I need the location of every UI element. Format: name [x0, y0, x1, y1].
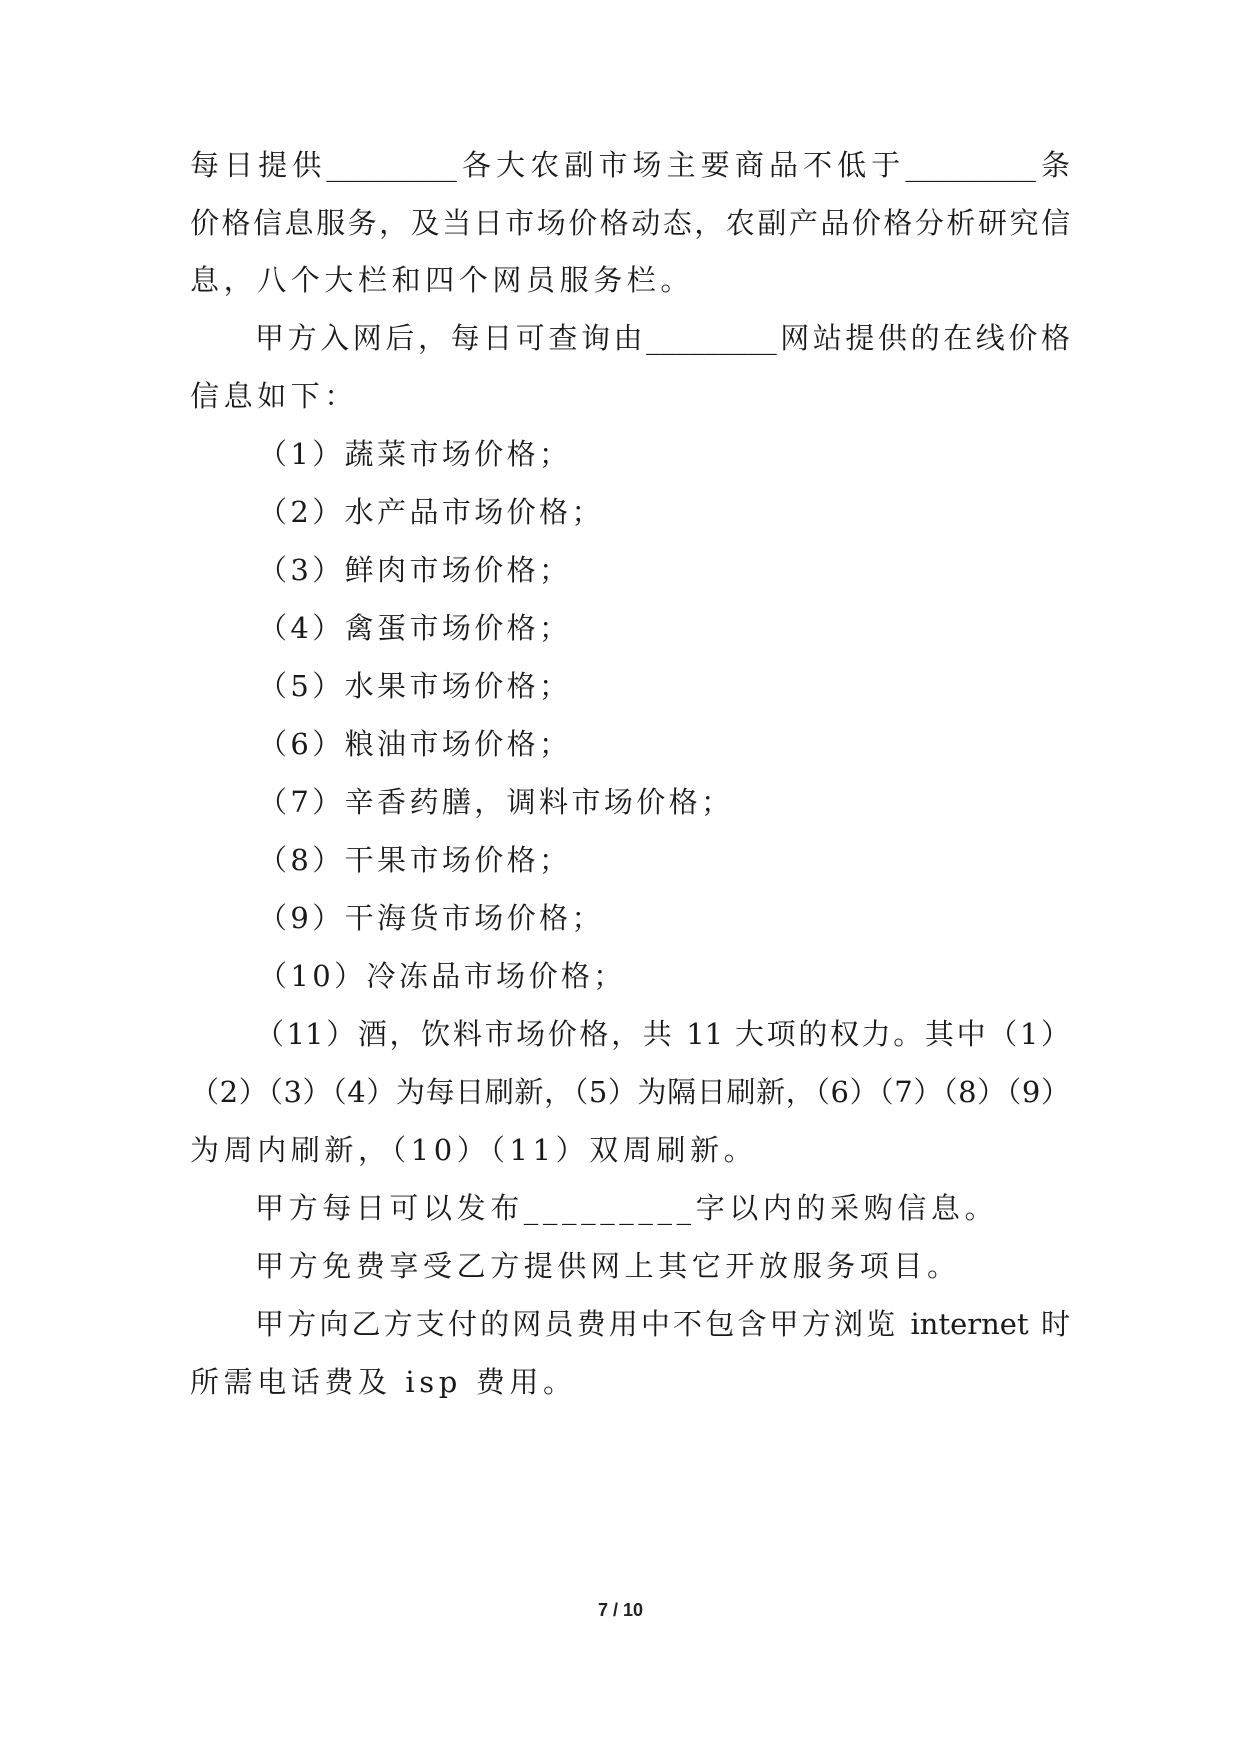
- text-line: 甲方每日可以发布_________字以内的采购信息。: [255, 1191, 999, 1225]
- text-line: 甲方向乙方支付的网员费用中不包含甲方浏览 internet 时: [255, 1307, 1070, 1341]
- text-line: 信息如下：: [190, 379, 359, 413]
- list-item: （5）水果市场价格；: [258, 669, 572, 703]
- text-line: 每日提供_________各大农副市场主要商品不低于_________条: [190, 148, 1070, 182]
- list-item: （11）酒，饮料市场价格，共 11 大项的权力。其中（1）: [255, 1017, 1070, 1051]
- list-item: （3）鲜肉市场价格；: [258, 553, 572, 587]
- text-line: 为周内刷新，（10）（11）双周刷新。: [190, 1133, 758, 1167]
- text-line: 甲方入网后，每日可查询由_________网站提供的在线价格: [255, 321, 1070, 355]
- list-item: （1）蔬菜市场价格；: [258, 437, 572, 471]
- list-item: （4）禽蛋市场价格；: [258, 611, 572, 645]
- text-line: （2）（3）（4）为每日刷新，（5）为隔日刷新，（6）（7）（8）（9）: [190, 1075, 1070, 1109]
- list-item: （8）干果市场价格；: [258, 843, 572, 877]
- list-item: （10）冷冻品市场价格；: [258, 959, 626, 993]
- list-item: （9）干海货市场价格；: [258, 901, 604, 935]
- list-item: （6）粮油市场价格；: [258, 727, 572, 761]
- list-item: （7）辛香药膳，调料市场价格；: [258, 785, 734, 819]
- page-number: 7 / 10: [597, 1600, 644, 1620]
- text-line: 甲方免费享受乙方提供网上其它开放服务项目。: [255, 1249, 961, 1283]
- text-line: 息，八个大栏和四个网员服务栏。: [190, 263, 695, 297]
- list-item: （2）水产品市场价格；: [258, 495, 604, 529]
- text-line: 价格信息服务，及当日市场价格动态，农副产品价格分析研究信: [190, 206, 1070, 240]
- text-line: 所需电话费及 isp 费用。: [190, 1365, 577, 1399]
